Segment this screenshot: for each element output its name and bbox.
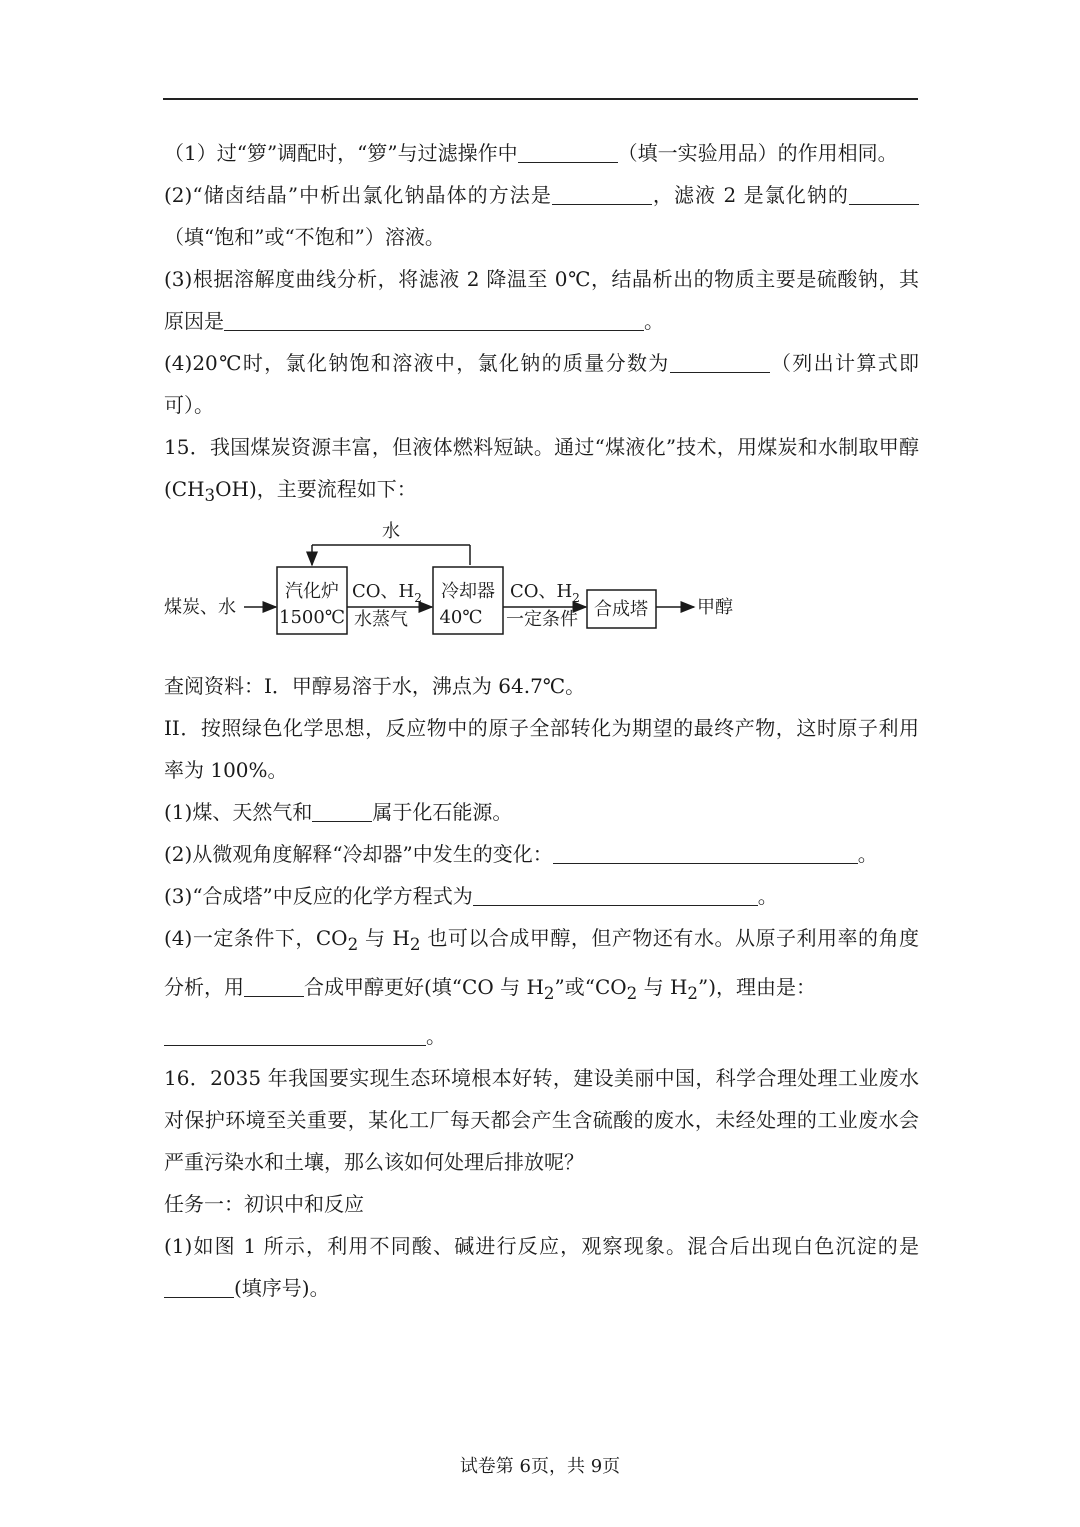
q14-part2: (2)“储卤结晶”中析出氯化钠晶体的方法是 ，滤液 2 是氯化钠的（填“饱和”或“不饱和”）溶液。 — [164, 174, 919, 258]
q14-part3: (3)根据溶解度曲线分析，将滤液 2 降温至 0℃，结晶析出的物质主要是硫酸钠，其原因是 。 — [164, 267, 919, 333]
svg-text:冷却器: 冷却器 — [441, 581, 495, 602]
q15-sub4: (4)一定条件下，$CO_2$ 与 $H_2$ 也可以合成甲醇，但产物还有水。从原子利用率的角度分析，用 合成甲醇更好(填“CO 与 $H_2$”或“$CO_2$ 与 $H_2$”)，理由是： 。 — [164, 926, 920, 1048]
q16-intro: 16．2035 年我国要实现生态环境根本好转，建设美丽中国，科学合理处理工业废水对保护环境至关重要，某化工厂每天都会产生含硫酸的废水，未经处理的工业废水会严重污染水和土壤，那么该如何处理后排放呢？ — [164, 1066, 919, 1174]
q15-ref2: II．按照绿色化学思想，反应物中的原子全部转化为期望的最终产物，这时原子利用率为 100%。 — [164, 716, 919, 782]
loop-label: 水 — [382, 521, 400, 542]
svg-text:40℃: 40℃ — [439, 607, 483, 628]
arrow1-top-label: CO、$H_2$ — [352, 581, 422, 605]
q16-sub1: (1)如图 1 所示，利用不同酸、碱进行反应，观察现象。混合后出现白色沉淀的是(填序号)。 — [164, 1234, 919, 1300]
page-content — [164, 132, 919, 1309]
q15-sub1: (1)煤、天然气和 属于化石能源。 — [164, 791, 919, 833]
answer-blank[interactable] — [312, 797, 372, 822]
flow-output: 甲醇 — [697, 597, 733, 618]
process-flow-diagram — [164, 517, 919, 665]
arrow2-bottom-label: 一定条件 — [506, 609, 578, 630]
arrow2-top-label: CO、$H_2$ — [510, 581, 580, 605]
answer-blank[interactable] — [164, 1273, 234, 1298]
q16-task1: 任务一：初识中和反应 — [164, 1192, 364, 1216]
q15-intro: 15．我国煤炭资源丰富，但液体燃料短缺。通过“煤液化”技术，用煤炭和水制取甲醇$(CH_3OH)$，主要流程如下： — [164, 435, 919, 505]
answer-blank[interactable] — [224, 306, 644, 331]
svg-text:汽化炉: 汽化炉 — [285, 581, 339, 602]
q14-part1: （1）过“箩”调配时，“箩”与过滤操作中 （填一实验用品）的作用相同。 — [164, 132, 919, 174]
answer-blank[interactable] — [164, 1021, 426, 1046]
header-rule — [163, 98, 918, 100]
svg-text:合成塔: 合成塔 — [594, 599, 648, 620]
flow-input: 煤炭、水 — [164, 597, 236, 618]
answer-blank[interactable] — [849, 180, 919, 205]
answer-blank[interactable] — [473, 881, 758, 906]
q15-sub3: (3)“合成塔”中反应的化学方程式为 。 — [164, 875, 919, 917]
answer-blank[interactable] — [244, 972, 304, 997]
page-footer: 试卷第 6页，共 9页 — [459, 1456, 621, 1477]
answer-blank[interactable] — [670, 348, 770, 373]
arrow1-bottom-label: 水蒸气 — [354, 609, 408, 630]
svg-text:1500℃: 1500℃ — [279, 607, 345, 628]
answer-blank[interactable] — [553, 839, 858, 864]
q15-sub2: (2)从微观角度解释“冷却器”中发生的变化： 。 — [164, 833, 919, 875]
q14-part4: (4)20℃时，氯化钠饱和溶液中，氯化钠的质量分数为 （列出计算式即可）。 — [164, 342, 919, 426]
answer-blank[interactable] — [518, 138, 618, 163]
q15-ref1: 查阅资料：I．甲醇易溶于水，沸点为 64.7℃。 — [164, 674, 586, 698]
answer-blank[interactable] — [552, 180, 652, 205]
